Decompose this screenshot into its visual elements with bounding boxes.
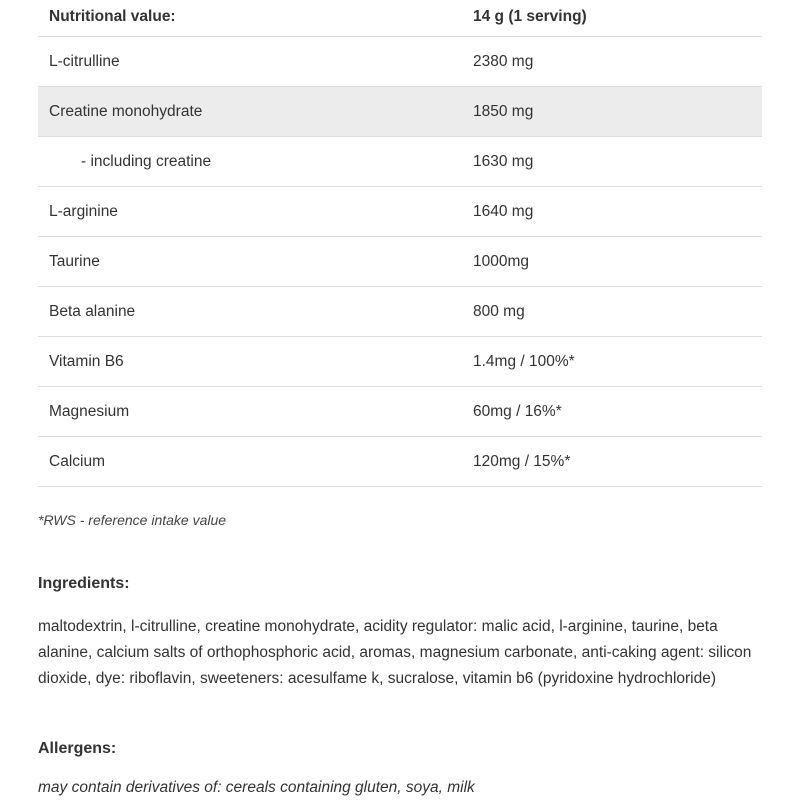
nutrient-name: L-citrulline [38,37,473,87]
table-header-row [38,0,762,37]
nutrient-value: 60mg / 16%* [473,387,762,437]
table-row [38,137,762,187]
nutrient-value: 1850 mg [473,87,762,137]
nutrient-name: Taurine [38,237,473,287]
nutrient-name: Magnesium [38,387,473,437]
ingredients-text: maltodextrin, l-citrulline, creatine monohydrate, acidity regulator: malic acid, l-arginine, taurine, beta alanine, calcium salts of orthophosphoric acid, aromas, magnesium carbonate, anti-caking agent: silicon dioxide, dye: riboflavin, sweeteners: acesulfame k, sucralose, vitamin b6 (pyridoxine hydrochloride) [38,618,752,687]
nutrient-value: 1000mg [473,237,762,287]
nutrition-header-label: Nutritional value: [38,0,473,37]
nutrition-header-serving: 14 g (1 serving) [473,0,762,37]
table-row [38,287,762,337]
nutrient-value: 800 mg [473,287,762,337]
nutrient-value: 1640 mg [473,187,762,237]
table-row [38,387,762,437]
nutrient-name: Calcium [38,437,473,487]
nutrient-value: 120mg / 15%* [473,437,762,487]
table-row [38,437,762,487]
nutrient-value: 1630 mg [473,137,762,187]
table-row [38,87,762,137]
allergens-heading: Allergens: [38,740,117,757]
allergens-text: may contain derivatives of: cereals containing gluten, soya, milk [38,779,475,796]
ingredients-heading: Ingredients: [38,575,130,592]
nutrient-name: Beta alanine [38,287,473,337]
nutrient-name: L-arginine [38,187,473,237]
nutrition-table [38,0,762,487]
table-row [38,187,762,237]
table-row [38,37,762,87]
table-row [38,337,762,387]
nutrient-name: Vitamin B6 [38,337,473,387]
nutrient-name: Creatine monohydrate [38,87,473,137]
reference-intake-footnote: *RWS - reference intake value [38,512,227,528]
nutrient-value: 1.4mg / 100%* [473,337,762,387]
table-row [38,237,762,287]
nutrient-name: - including creatine [38,137,473,187]
nutrient-value: 2380 mg [473,37,762,87]
